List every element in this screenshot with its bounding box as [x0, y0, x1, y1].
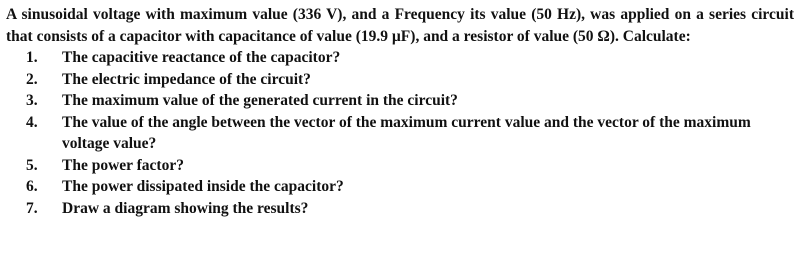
question-number: 2.	[26, 70, 38, 88]
question-number: 6.	[26, 178, 38, 195]
question-item-7	[6, 198, 794, 220]
question-text: The capacitive reactance of the capacitor?	[62, 49, 341, 66]
question-number: 7.	[26, 199, 38, 217]
question-number: 4.	[26, 113, 38, 131]
question-number: 3.	[26, 92, 38, 109]
question-text: Draw a diagram showing the results?	[62, 199, 309, 217]
question-item-4	[6, 112, 794, 155]
question-text: The value of the angle between the vector of the maximum current value and the vector of the maximum voltage value?	[62, 113, 751, 152]
question-item-2	[6, 69, 794, 91]
question-item-3	[6, 90, 794, 112]
question-item-5	[6, 155, 794, 177]
question-text: The electric impedance of the circuit?	[62, 70, 311, 88]
problem-statement: A sinusoidal voltage with maximum value (336 V), and a Frequency its value (50 Hz), was applied on a series circuit that consists of a capacitor with capacitance of value (19.9 µF), and a resistor of value (50 Ω). Calculate:	[6, 6, 794, 45]
question-text: The power factor?	[62, 156, 184, 174]
question-item-1	[6, 47, 794, 69]
problem-document	[6, 4, 794, 219]
question-text: The maximum value of the generated current in the circuit?	[62, 92, 458, 109]
question-item-6	[6, 176, 794, 198]
question-number: 1.	[26, 49, 38, 66]
question-list	[6, 47, 794, 219]
question-text: The power dissipated inside the capacitor?	[62, 178, 344, 195]
question-number: 5.	[26, 156, 38, 174]
